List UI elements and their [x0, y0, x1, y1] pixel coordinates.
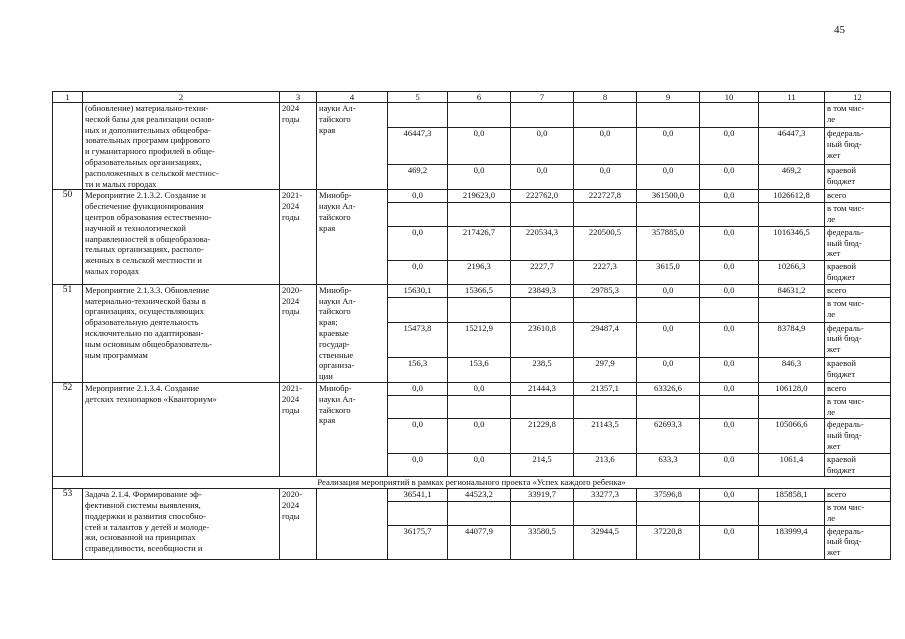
amount-cell — [700, 203, 759, 227]
amount-cell: 0,0 — [448, 453, 511, 477]
period-years: 2020- 2024 годы — [280, 284, 317, 382]
amount-cell: 29487,4 — [574, 322, 637, 358]
amount-cell: 44077,9 — [448, 525, 511, 559]
amount-cell: 36541,1 — [388, 489, 448, 502]
funding-source: всего — [825, 284, 891, 297]
funding-source: в том чис- ле — [825, 103, 891, 128]
amount-cell: 213,6 — [574, 453, 637, 477]
amount-cell: 1026612,8 — [759, 190, 825, 203]
amount-cell: 46447,3 — [388, 128, 448, 165]
amount-cell: 0,0 — [511, 128, 574, 165]
amount-cell: 2227,3 — [574, 261, 637, 285]
amount-cell: 0,0 — [388, 453, 448, 477]
table-row — [53, 103, 891, 128]
funding-source: федераль- ный бюд- жет — [825, 128, 891, 165]
amount-cell: 0,0 — [388, 261, 448, 285]
amount-cell — [448, 203, 511, 227]
section-row — [53, 477, 891, 489]
executor — [317, 489, 388, 560]
row-number: 51 — [53, 284, 83, 382]
amount-cell: 297,9 — [574, 358, 637, 383]
amount-cell: 0,0 — [700, 489, 759, 502]
amount-cell: 21229,8 — [511, 419, 574, 453]
funding-source: федераль- ный бюд- жет — [825, 226, 891, 260]
period-years: 2024 годы — [280, 103, 317, 190]
amount-cell — [637, 103, 700, 128]
amount-cell: 23610,8 — [511, 322, 574, 358]
amount-cell: 33277,3 — [574, 489, 637, 502]
amount-cell: 10266,3 — [759, 261, 825, 285]
amount-cell — [511, 395, 574, 419]
row-number: 52 — [53, 382, 83, 476]
amount-cell — [700, 395, 759, 419]
amount-cell: 37596,8 — [637, 489, 700, 502]
amount-cell — [388, 395, 448, 419]
amount-cell: 0,0 — [637, 358, 700, 383]
amount-cell: 0,0 — [700, 165, 759, 190]
amount-cell — [700, 103, 759, 128]
table-row — [53, 489, 891, 502]
amount-cell — [700, 298, 759, 323]
amount-cell: 361500,0 — [637, 190, 700, 203]
amount-cell — [759, 395, 825, 419]
column-header: 11 — [759, 92, 825, 103]
amount-cell: 23849,3 — [511, 284, 574, 297]
activity-name: (обновление) материально-техни- ческой базы для реализации основ- ных и дополнительных общеобра- зовательных программ цифрового и гуманитарного профилей в обще- образовательных организациях, расположенных в сельской местнос- ти и малых городах — [83, 103, 280, 190]
amount-cell — [574, 103, 637, 128]
amount-cell: 15630,1 — [388, 284, 448, 297]
amount-cell: 2196,3 — [448, 261, 511, 285]
amount-cell: 469,2 — [388, 165, 448, 190]
amount-cell: 633,3 — [637, 453, 700, 477]
amount-cell: 0,0 — [700, 284, 759, 297]
activity-name: Мероприятие 2.1.3.3. Обновление материально-технической базы в организациях, осуществляющих образовательную деятельность исключительно по адаптирован- ным основным общеобразователь- ным программам — [83, 284, 280, 382]
budget-table — [52, 91, 891, 560]
funding-source: в том чис- ле — [825, 502, 891, 526]
row-number: 50 — [53, 190, 83, 284]
header-row — [53, 92, 891, 103]
amount-cell: 0,0 — [388, 382, 448, 395]
amount-cell: 0,0 — [700, 358, 759, 383]
funding-source: всего — [825, 190, 891, 203]
column-header: 9 — [637, 92, 700, 103]
amount-cell: 2227,7 — [511, 261, 574, 285]
amount-cell: 0,0 — [574, 165, 637, 190]
amount-cell: 0,0 — [700, 382, 759, 395]
amount-cell: 1016346,5 — [759, 226, 825, 260]
amount-cell: 15473,8 — [388, 322, 448, 358]
amount-cell — [388, 103, 448, 128]
amount-cell — [388, 298, 448, 323]
table-row — [53, 382, 891, 395]
amount-cell: 220534,3 — [511, 226, 574, 260]
amount-cell: 0,0 — [700, 128, 759, 165]
amount-cell: 0,0 — [448, 128, 511, 165]
amount-cell: 217426,7 — [448, 226, 511, 260]
amount-cell — [637, 203, 700, 227]
amount-cell: 83784,9 — [759, 322, 825, 358]
table-row — [53, 190, 891, 203]
amount-cell: 33580,5 — [511, 525, 574, 559]
funding-source: в том чис- ле — [825, 203, 891, 227]
amount-cell — [511, 298, 574, 323]
funding-source: всего — [825, 489, 891, 502]
page-number: 45 — [834, 24, 845, 36]
amount-cell: 36175,7 — [388, 525, 448, 559]
amount-cell: 44523,2 — [448, 489, 511, 502]
amount-cell: 220500,5 — [574, 226, 637, 260]
row-number: 53 — [53, 489, 83, 560]
amount-cell: 469,2 — [759, 165, 825, 190]
amount-cell: 0,0 — [637, 284, 700, 297]
amount-cell: 0,0 — [700, 453, 759, 477]
amount-cell — [388, 502, 448, 526]
amount-cell: 21444,3 — [511, 382, 574, 395]
funding-source: краевой бюджет — [825, 358, 891, 383]
amount-cell — [759, 298, 825, 323]
amount-cell — [511, 502, 574, 526]
amount-cell: 46447,3 — [759, 128, 825, 165]
amount-cell: 183999,4 — [759, 525, 825, 559]
column-header: 12 — [825, 92, 891, 103]
activity-name: Задача 2.1.4. Формирование эф- фективной системы выявления, поддержки и развития способно- стей и талантов у детей и молоде- жи, основанной на принципах справедливости, всеобщности и — [83, 489, 280, 560]
amount-cell — [637, 502, 700, 526]
column-header: 10 — [700, 92, 759, 103]
amount-cell — [448, 395, 511, 419]
amount-cell: 0,0 — [700, 322, 759, 358]
period-years: 2021- 2024 годы — [280, 382, 317, 476]
funding-source: всего — [825, 382, 891, 395]
amount-cell — [388, 203, 448, 227]
amount-cell: 0,0 — [637, 322, 700, 358]
section-title: Реализация мероприятий в рамках регионального проекта «Успех каждого ребенка» — [53, 477, 891, 489]
amount-cell: 156,3 — [388, 358, 448, 383]
amount-cell: 106128,0 — [759, 382, 825, 395]
amount-cell — [448, 103, 511, 128]
amount-cell: 238,5 — [511, 358, 574, 383]
amount-cell: 219623,0 — [448, 190, 511, 203]
amount-cell: 32944,5 — [574, 525, 637, 559]
amount-cell: 1061,4 — [759, 453, 825, 477]
amount-cell: 0,0 — [637, 128, 700, 165]
amount-cell: 0,0 — [700, 226, 759, 260]
amount-cell: 29785,3 — [574, 284, 637, 297]
amount-cell: 33919,7 — [511, 489, 574, 502]
amount-cell — [574, 298, 637, 323]
executor: Минобр- науки Ал- тайского края; краевые государ- ственные организа- ции — [317, 284, 388, 382]
period-years: 2020- 2024 годы — [280, 489, 317, 560]
amount-cell: 84631,2 — [759, 284, 825, 297]
amount-cell — [511, 203, 574, 227]
amount-cell: 0,0 — [511, 165, 574, 190]
amount-cell: 15366,5 — [448, 284, 511, 297]
amount-cell: 0,0 — [700, 419, 759, 453]
executor: Минобр- науки Ал- тайского края — [317, 382, 388, 476]
amount-cell: 0,0 — [448, 165, 511, 190]
period-years: 2021- 2024 годы — [280, 190, 317, 284]
amount-cell — [574, 395, 637, 419]
funding-source: краевой бюджет — [825, 261, 891, 285]
column-header: 7 — [511, 92, 574, 103]
amount-cell: 0,0 — [448, 419, 511, 453]
funding-source: краевой бюджет — [825, 165, 891, 190]
amount-cell: 222727,8 — [574, 190, 637, 203]
amount-cell — [574, 502, 637, 526]
amount-cell — [759, 203, 825, 227]
amount-cell — [448, 502, 511, 526]
executor: Минобр- науки Ал- тайского края — [317, 190, 388, 284]
amount-cell: 63326,6 — [637, 382, 700, 395]
amount-cell: 357885,0 — [637, 226, 700, 260]
amount-cell — [700, 502, 759, 526]
amount-cell: 0,0 — [700, 261, 759, 285]
amount-cell: 37220,8 — [637, 525, 700, 559]
amount-cell: 0,0 — [388, 190, 448, 203]
column-header: 4 — [317, 92, 388, 103]
column-header: 2 — [83, 92, 280, 103]
amount-cell — [448, 298, 511, 323]
amount-cell — [637, 395, 700, 419]
amount-cell: 15212,9 — [448, 322, 511, 358]
amount-cell — [511, 103, 574, 128]
amount-cell: 153,6 — [448, 358, 511, 383]
amount-cell: 21143,5 — [574, 419, 637, 453]
amount-cell: 62693,3 — [637, 419, 700, 453]
amount-cell: 0,0 — [388, 419, 448, 453]
amount-cell: 185858,1 — [759, 489, 825, 502]
executor: науки Ал- тайского края — [317, 103, 388, 190]
column-header: 3 — [280, 92, 317, 103]
funding-source: федераль- ный бюд- жет — [825, 525, 891, 559]
column-header: 8 — [574, 92, 637, 103]
amount-cell: 3615,0 — [637, 261, 700, 285]
amount-cell: 0,0 — [700, 525, 759, 559]
funding-source: федераль- ный бюд- жет — [825, 419, 891, 453]
amount-cell — [637, 298, 700, 323]
row-number — [53, 103, 83, 190]
column-header: 6 — [448, 92, 511, 103]
amount-cell: 0,0 — [700, 190, 759, 203]
amount-cell: 0,0 — [574, 128, 637, 165]
amount-cell — [574, 203, 637, 227]
amount-cell: 846,3 — [759, 358, 825, 383]
amount-cell: 214,5 — [511, 453, 574, 477]
amount-cell: 21357,1 — [574, 382, 637, 395]
amount-cell: 0,0 — [637, 165, 700, 190]
amount-cell: 105066,6 — [759, 419, 825, 453]
table-row — [53, 284, 891, 297]
funding-source: краевой бюджет — [825, 453, 891, 477]
amount-cell: 0,0 — [448, 382, 511, 395]
funding-source: в том чис- ле — [825, 395, 891, 419]
column-header: 1 — [53, 92, 83, 103]
amount-cell: 0,0 — [388, 226, 448, 260]
funding-source: в том чис- ле — [825, 298, 891, 323]
activity-name: Мероприятие 2.1.3.4. Создание детских технопарков «Кванториум» — [83, 382, 280, 476]
column-header: 5 — [388, 92, 448, 103]
activity-name: Мероприятие 2.1.3.2. Создание и обеспечение функционирования центров образования естественно- научной и технологической направленностей в общеобразова- тельных организациях, располо- женных в сельской местности и малых городах — [83, 190, 280, 284]
amount-cell: 222762,0 — [511, 190, 574, 203]
funding-source: федераль- ный бюд- жет — [825, 322, 891, 358]
amount-cell — [759, 103, 825, 128]
amount-cell — [759, 502, 825, 526]
